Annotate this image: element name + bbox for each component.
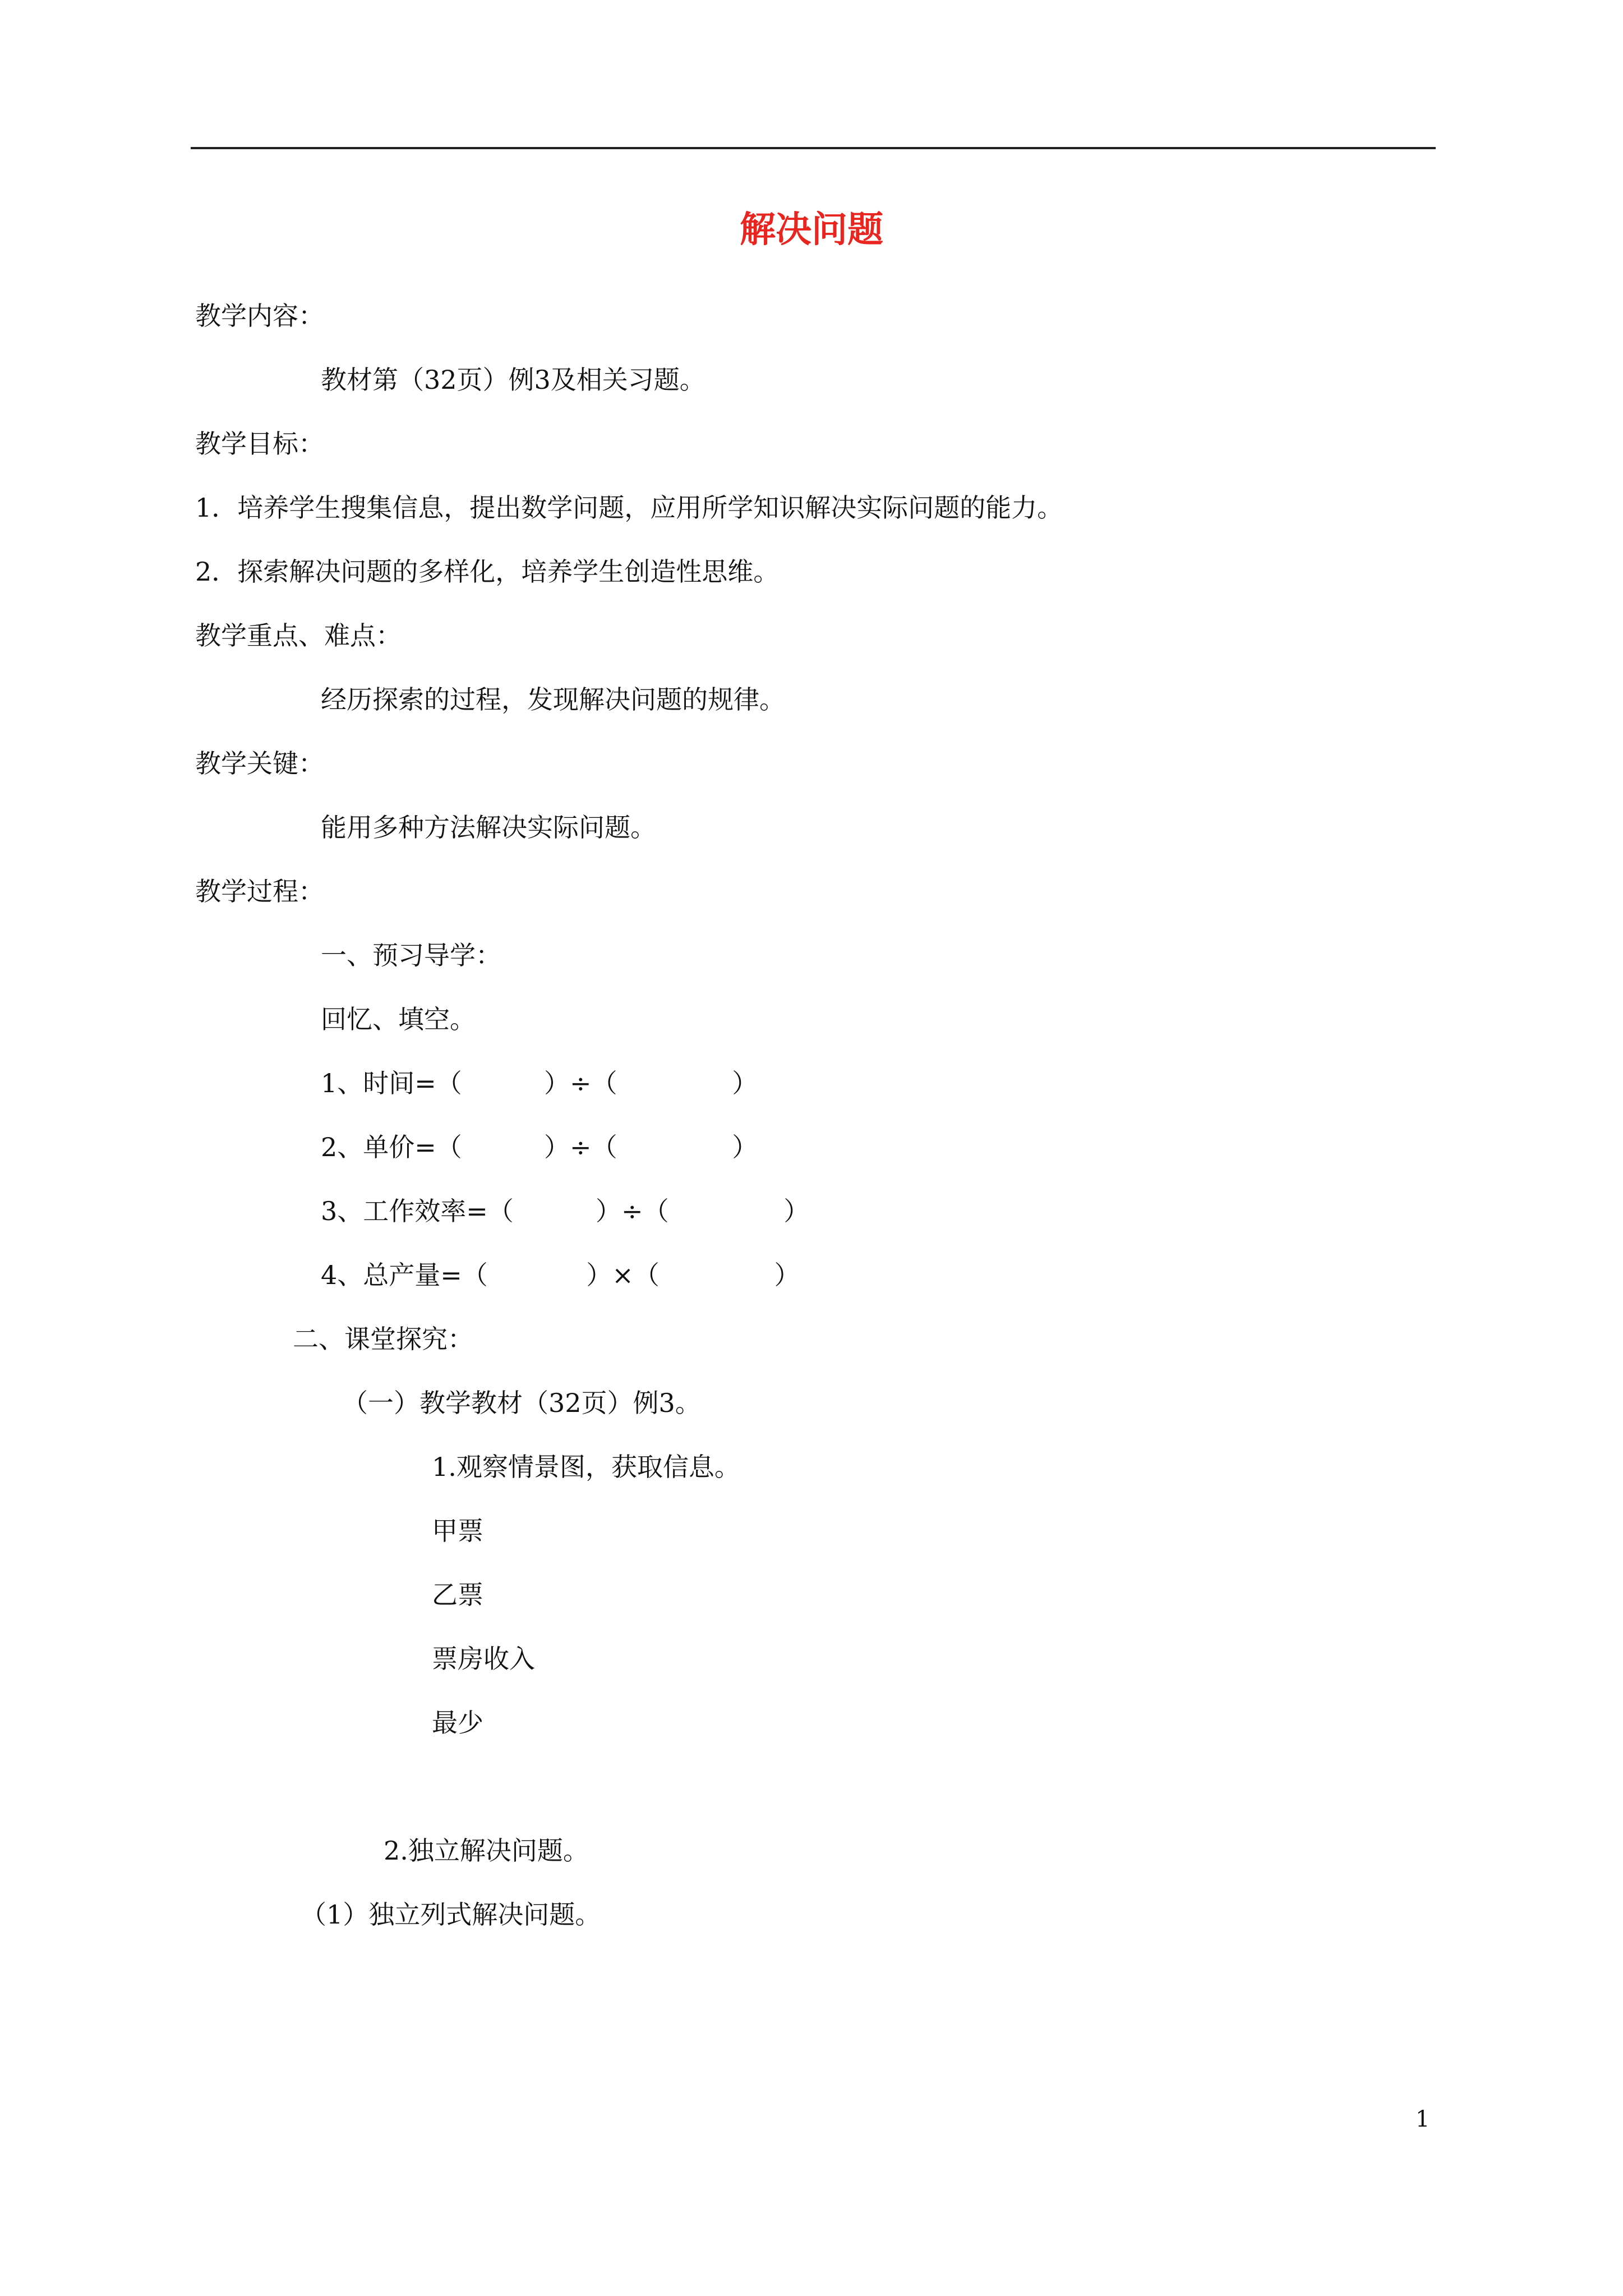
header-rule	[191, 147, 1436, 149]
fill-blank-item-2: 2、单价=（ ）÷（ ）	[321, 1132, 758, 1162]
text-line: 2.独立解决问题。	[384, 1835, 589, 1866]
text-line: 回忆、填空。	[321, 1004, 476, 1034]
text-line: 最少	[432, 1708, 483, 1738]
section-heading-key: 教学关键：	[195, 748, 324, 779]
subsection-heading: 二、课堂探究：	[293, 1324, 473, 1354]
goal-item-1: 1．培养学生搜集信息，提出数学问题，应用所学知识解决实际问题的能力。	[195, 493, 1063, 523]
text-line: 经历探索的过程，发现解决问题的规律。	[321, 684, 785, 715]
text-line: 教材第（32页）例3及相关习题。	[321, 365, 706, 395]
text-line: 1.观察情景图，获取信息。	[432, 1452, 740, 1482]
goal-item-2: 2．探索解决问题的多样化，培养学生创造性思维。	[195, 556, 780, 587]
text-line: （1）独立列式解决问题。	[301, 1899, 601, 1930]
fill-blank-item-4: 4、总产量=（ ）×（ ）	[321, 1260, 800, 1290]
text-line: 甲票	[432, 1516, 483, 1546]
section-heading-content: 教学内容：	[195, 301, 324, 331]
text-line: 乙票	[432, 1580, 483, 1610]
fill-blank-item-3: 3、工作效率=（ ）÷（ ）	[321, 1196, 810, 1226]
subsection-heading: 一、预习导学：	[321, 940, 501, 970]
section-heading-key-points: 教学重点、难点：	[195, 620, 402, 651]
page-number: 1	[1415, 2106, 1430, 2132]
text-line: 票房收入	[432, 1644, 535, 1674]
section-heading-goals: 教学目标：	[195, 429, 324, 459]
fill-blank-item-1: 1、时间=（ ）÷（ ）	[321, 1068, 758, 1098]
text-line: （一）教学教材（32页）例3。	[342, 1388, 701, 1418]
document-title: 解决问题	[740, 209, 883, 251]
section-heading-process: 教学过程：	[195, 876, 324, 907]
text-line: 能用多种方法解决实际问题。	[321, 812, 656, 843]
